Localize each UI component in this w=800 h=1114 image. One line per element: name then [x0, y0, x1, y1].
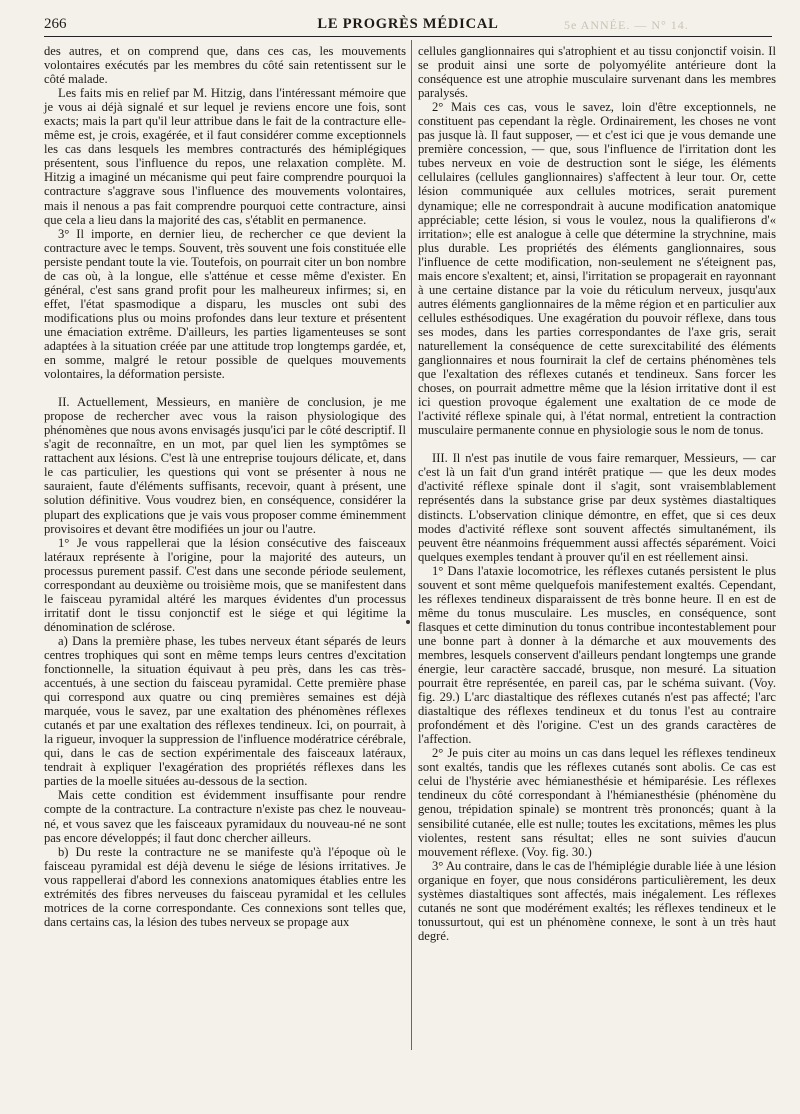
- paragraph: b) Du reste la contracture ne se manifeste qu'à l'époque où le faisceau pyramidal est déjà devenu le siége de lésions irritatives. Je vous rappellerai d'abord les connexions anatomiques établies entre les extrémités des fibres nerveuses du faisceau pyramidal et les cellules motrices de la corne correspondante. Ces connexions sont telles que, dans certains cas, la lésion des tubes nerveux se propage aux: [44, 844, 406, 929]
- paragraph: III. Il n'est pas inutile de vous faire remarquer, Messieurs, — car c'est là un fait d'un grand intérêt pratique — que les deux modes d'activité réflexe spinale dont il s'agit, sont vraisemblablement représentés dans la substance grise par deux systèmes diastaltiques distincts. L'observation clinique démontre, en effet, que si ces deux modes d'activité réflexe sont souvent affectés simultanément, ils peuvent être néanmoins fréquemment aussi affectés séparément. Voici quelques exemples tendant à prouver qu'il en est réellement ainsi.: [418, 451, 776, 564]
- paragraph: cellules ganglionnaires qui s'atrophient et au tissu conjonctif voisin. Il se produit ainsi une sorte de polyomyélite antérieure dont la conséquence est une atrophie musculaire survenant dans les membres paralysés.: [418, 44, 776, 101]
- paragraph: II. Actuellement, Messieurs, en manière de conclusion, je me propose de rechercher avec vous la raison physiologique des phénomènes que nous avons envisagés jusqu'ici par le côté descriptif. Il s'agit de reconnaître, en un mot, par quel lien les symptômes se rattachent aux lésions. C'est là une entreprise toujours délicate, et, dans le cas particulier, les questions qui vont se présenter à nous ne sauraient, faute d'éléments suffisants, recevoir, quant à présent, une solution définitive. Vous voudrez bien, en conséquence, considérer la plupart des explications que je vais vous proposer comme éminemment provisoires et devant être modifiées un jour ou l'autre.: [44, 395, 406, 536]
- paragraph: 2° Je puis citer au moins un cas dans lequel les réflexes tendineux sont exaltés, tandis que les réflexes cutanés sont abolis. Ce cas est celui de l'hystérie avec hémianesthésie et hémiparésie. Les réflexes tendineux du côté correspondant à l'hémianesthésie (phénomène du genou, trépidation spinale) se montrent très prononcés; quant à la sensibilité cutanée, elle est nulle; toutes les excitations, mêmes les plus violentes, restent sans résultat; elles ne sont suivies d'aucun mouvement réflexe. (Voy. fig. 30.): [418, 746, 776, 859]
- paragraph: 1° Dans l'ataxie locomotrice, les réflexes cutanés persistent le plus souvent et sont même quelquefois manifestement exaltés. Cependant, les réflexes tendineux disparaissent de très bonne heure. Il en est de même du tonus musculaire. Les muscles, en conséquence, sont flasques et cette diminution du tonus contribue incontestablement pour une bonne part à donner à la démarche et aux mouvements des membres, lesquels conservent d'ailleurs pendant longtemps une grande énergie, leur caractère saccadé, brusque, non mesuré. La situation pourrait être représentée, en pareil cas, par le schéma suivant. (Voy. fig. 29.) L'arc diastaltique des réflexes cutanés n'est pas affecté; l'arc diastaltique des réflexes tendineux et du tonus l'est au contraire profondément et dès l'origine. C'est un des grands caractères de l'affection.: [418, 563, 776, 747]
- column-divider: [411, 40, 412, 1050]
- paragraph: des autres, et on comprend que, dans ces cas, les mouvements volontaires exécutés par les membres du côté sain retentissent sur le côté malade.: [44, 44, 406, 87]
- paragraph: 3° Au contraire, dans le cas de l'hémiplégie durable liée à une lésion organique en foyer, que nous considérons particulièrement, les deux systèmes diastaltiques sont affectés, mais inégalement. Les réflexes cutanés ne sont que modérément exaltés; les réflexes tendineux et le tonussurtout, qui est un phénomène connexe, le sont à un très haut degré.: [418, 858, 776, 943]
- paragraph: a) Dans la première phase, les tubes nerveux étant séparés de leurs centres trophiques qui sont en même temps leurs centres d'excitation fonctionnelle, la situation équivaut à peu près, dans les cas très-accentués, à une section du faisceau pyramidal. Cette première phase qui correspond aux quatre ou cinq premières semaines est déjà marquée, vous le savez, par une exaltation des phénomènes réflexes cutanés et par une exaltation des réflexes tendineux. Ici, on pourrait, à la rigueur, invoquer la suppression de l'influence modératrice cérébrale, qui, dans le cas de section expérimentale des faisceaux latéraux, tendrait à expliquer l'exagération des propriétés réflexes dans les parties de la moelle situées au-dessous de la section.: [44, 633, 406, 789]
- paragraph: 3° Il importe, en dernier lieu, de rechercher ce que devient la contracture avec le temps. Souvent, très souvent une fois constituée elle persiste pendant toute la vie. Toutefois, on pourrait citer un bon nombre de cas où, à la longue, elle s'atténue et cesse même d'exister. En général, c'est sans grand profit pour les malheureux infirmes; si, en effet, l'état spasmodique a disparu, les muscles ont subi des modifications plus ou moins profondes dans leur texture et présentent une émaciation extrême. D'ailleurs, les parties ligamenteuses se sont adaptées à la situation créée par une attitude trop longtemps gardée, et, en somme, malgré le retour possible de quelques mouvements volontaires, la déformation persiste.: [44, 226, 406, 382]
- left-column: [44, 44, 406, 929]
- paragraph: Les faits mis en relief par M. Hitzig, dans l'intéressant mémoire que je vous ai déjà signalé et sur lequel je reviens encore une fois, sont exacts; mais la part qu'il leur attribue dans le fait de la contracture elle-même est, je crois, exagérée, et il faut considérer comme exceptionnels les cas dans lesquels les membres contracturés des hémiplégiques présentent, sous l'influence du repos, une relaxation complète. M. Hitzig a imaginé un mécanisme qui peut faire comprendre pourquoi la contracture s'aggrave sous l'influence des mouvements volontaires, mais il nenous a pas fait comprendre pourquoi cette contracture, ainsi que cela a lieu dans la majorité des cas, s'établit en permanence.: [44, 86, 406, 227]
- paragraph: 2° Mais ces cas, vous le savez, loin d'être exceptionnels, ne constituent pas cependant la règle. Ordinairement, les choses ne vont pas jusque là. Il faut supposer, — et c'est ici que je vous demande une première concession, — que, sous l'influence de l'irritation dont les tubes nerveux en voie de destruction sont le siége, les éléments cellulaires (cellules ganglionnaires) s'affectent à leur tour. Or, cette lésion communiquée aux cellules motrices, serait purement dynamique; elle ne correspondrait à aucune modification anatomique appréciable; cette lésion, si vous le voulez, nous la qualifierons d'« irritation»; elle est analogue à celle que détermine la strychnine, mais plus durable. Les propriétés des éléments ganglionnaires, sous l'influence de cette modification, non-seulement ne s'éteignent pas, mais encore s'exaltent; et, ainsi, l'irritation se propagerait en rayonnant à une certaine distance par la voie du réticulum nerveux, jusqu'aux autres éléments ganglionnaires de la même région et en particulier aux cellules esthésodiques. Une exagération du pouvoir réflexe, dans tous ses modes, dans les parties correspondantes de l'axe gris, serait naturellement la conséquence de cette surexcitabilité des éléments ganglionnaires et nous fournirait la clef de certains phénomènes tels que l'exaltation des réflexes cutanés et tendineux. Sans forcer les choses, on pourrait admettre même que la lésion irritative dont il est ici question provoque également une exaltation de ce mode de l'activité réflexe spinale qui, à l'état normal, entretient la contraction musculaire permanente connue en physiologie sous le nom de tonus.: [418, 100, 776, 438]
- journal-title: LE PROGRÈS MÉDICAL: [317, 16, 499, 32]
- gutter-dot: [406, 620, 410, 624]
- page-number: 266: [44, 16, 67, 32]
- running-header: [44, 14, 772, 37]
- bleed-through-text: 5e ANNÉE. — N° 14.: [564, 18, 689, 32]
- paragraph: 1° Je vous rappellerai que la lésion consécutive des faisceaux latéraux représente à l'origine, pour la majorité des auteurs, un processus purement passif. C'est dans une seconde période seulement, correspondant au deuxième ou troisième mois, que se manifestent dans le faisceau pyramidal altéré les marques évidentes d'un processus irritatif dont le tissu conjonctif est le siége et qui légitime la dénomination de sclérose.: [44, 535, 406, 634]
- right-column: [418, 44, 776, 943]
- paragraph: Mais cette condition est évidemment insuffisante pour rendre compte de la contracture. La contracture n'existe pas chez le nouveau-né, et vous savez que les faisceaux pyramidaux du nouveau-né ne sont pas encore développés; il faut donc chercher ailleurs.: [44, 788, 406, 845]
